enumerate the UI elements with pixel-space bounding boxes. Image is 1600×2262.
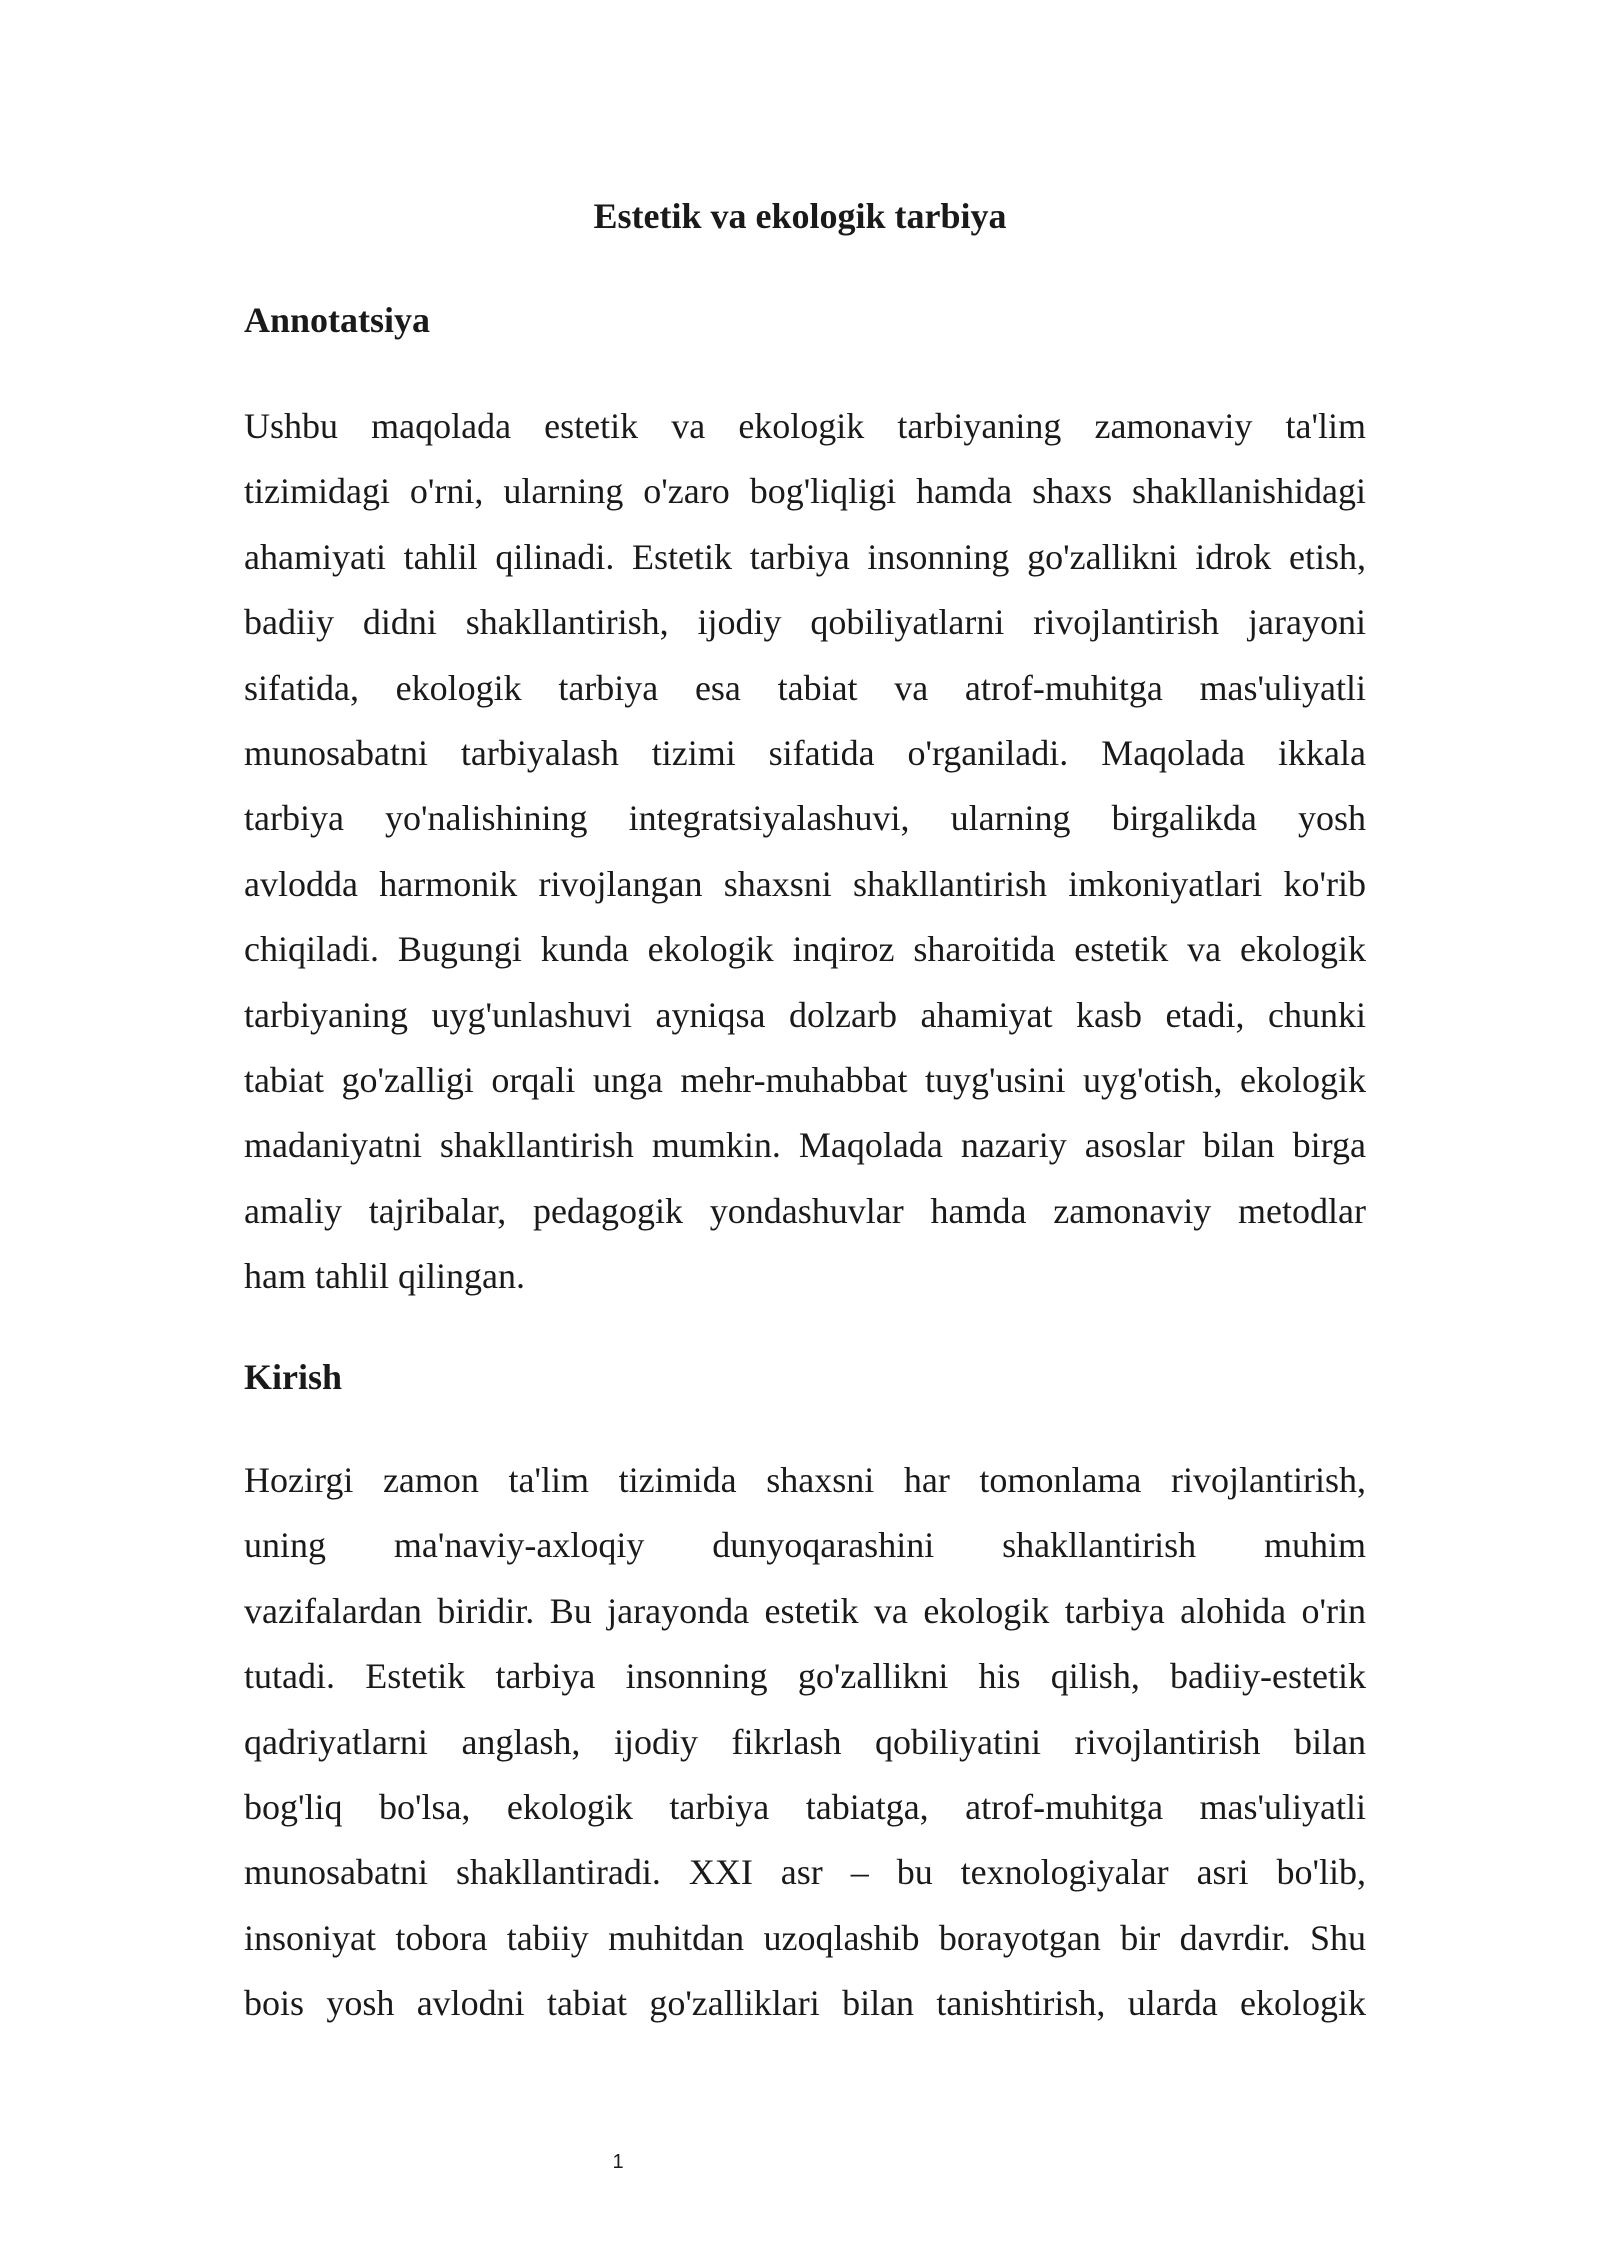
text-line: ahamiyati tahlil qilinadi. Estetik tarbiya insonning go'zallikni idrok etish, [244,536,1366,577]
section-heading-annotation: Annotatsiya [244,300,431,340]
page-number: 1 [612,2151,624,2173]
text-line: munosabatni tarbiyalash tizimi sifatida o'rganiladi. Maqolada ikkala [244,732,1366,773]
text-line: uning ma'naviy-axloqiy dunyoqarashini shakllantirish muhim [244,1525,1366,1566]
text-line: sifatida, ekologik tarbiya esa tabiat va atrof-muhitga mas'uliyatli [244,667,1366,708]
text-line: madaniyatni shakllantirish mumkin. Maqolada nazariy asoslar bilan birga [244,1125,1366,1166]
text-line: vazifalardan biridir. Bu jarayonda estetik va ekologik tarbiya alohida o'rin [244,1590,1366,1631]
text-line: munosabatni shakllantiradi. XXI asr – bu texnologiyalar asri bo'lib, [244,1852,1366,1893]
document-title: Estetik va ekologik tarbiya [593,196,1007,236]
text-line: ham tahlil qilingan. [244,1256,525,1297]
section-heading-introduction: Kirish [244,1357,343,1397]
text-line: insoniyat tobora tabiiy muhitdan uzoqlashib borayotgan bir davrdir. Shu [244,1917,1366,1958]
text-line: tabiat go'zalligi orqali unga mehr-muhabbat tuyg'usini uyg'otish, ekologik [244,1059,1366,1100]
text-line: tutadi. Estetik tarbiya insonning go'zallikni his qilish, badiiy-estetik [244,1656,1366,1697]
text-line: bog'liq bo'lsa, ekologik tarbiya tabiatga, atrof-muhitga mas'uliyatli [244,1786,1366,1827]
text-line: chiqiladi. Bugungi kunda ekologik inqiroz sharoitida estetik va ekologik [244,929,1366,970]
text-line: qadriyatlarni anglash, ijodiy fikrlash qobiliyatini rivojlantirish bilan [244,1721,1366,1762]
introduction-paragraph [244,1450,1366,2039]
text-line: badiiy didni shakllantirish, ijodiy qobiliyatlarni rivojlantirish jarayoni [244,602,1366,643]
text-line: Hozirgi zamon ta'lim tizimida shaxsni har tomonlama rivojlantirish, [244,1460,1366,1500]
text-line: bois yosh avlodni tabiat go'zalliklari bilan tanishtirish, ularda ekologik [244,1983,1366,2024]
text-line: tizimidagi o'rni, ularning o'zaro bog'liqligi hamda shaxs shakllanishidagi [244,471,1366,512]
text-line: tarbiya yo'nalishining integratsiyalashuvi, ularning birgalikda yosh [244,798,1366,839]
text-line: tarbiyaning uyg'unlashuvi ayniqsa dolzarb ahamiyat kasb etadi, chunki [244,994,1366,1035]
text-line: amaliy tajribalar, pedagogik yondashuvlar hamda zamonaviy metodlar [244,1190,1366,1231]
text-line: Ushbu maqolada estetik va ekologik tarbiyaning zamonaviy ta'lim [244,406,1366,446]
annotation-paragraph [244,396,1366,1311]
text-line: avlodda harmonik rivojlangan shaxsni shakllantirish imkoniyatlari ko'rib [244,863,1366,904]
